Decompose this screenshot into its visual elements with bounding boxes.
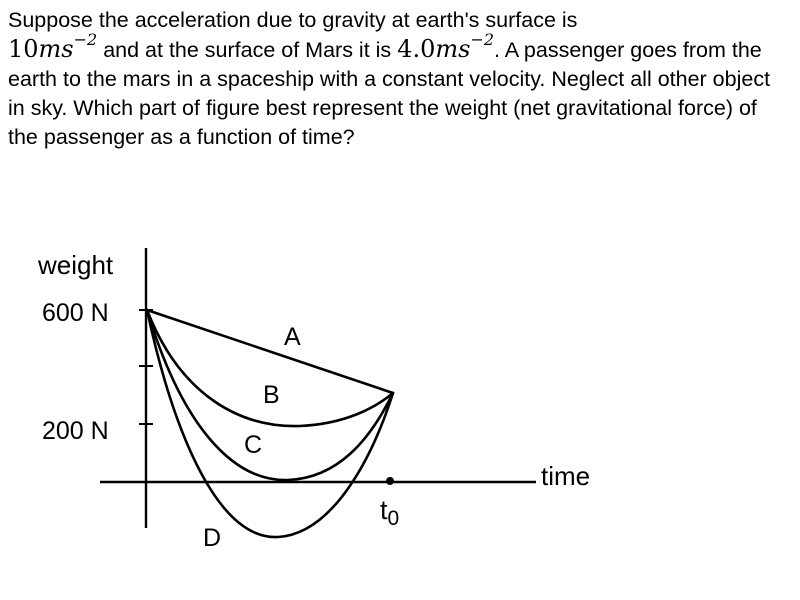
- t0-main: t: [380, 495, 388, 525]
- curve-label-a: A: [284, 323, 301, 351]
- mars-gravity-exponent: −2: [470, 30, 495, 49]
- earth-gravity-exponent: −2: [73, 30, 98, 49]
- question-part-3: . A passenger goes from the earth to the mars in a spaceship with a constant velocity. Neglect all other object in sky. Which part of figure best represent the weight (net gravitational force) of the passenger as a function of time?: [8, 38, 771, 149]
- earth-gravity-value: 10: [8, 35, 39, 63]
- mars-gravity-value: 4.0: [397, 35, 436, 63]
- t0-label: [380, 495, 399, 530]
- y-axis-label: weight: [38, 250, 114, 280]
- t0-subscript: 0: [387, 507, 400, 530]
- curve-label-b: B: [263, 381, 280, 409]
- x-axis-label: time: [541, 461, 591, 491]
- mars-gravity-unit: ms: [435, 35, 471, 63]
- curve-label-c: C: [244, 431, 263, 459]
- tick-label-600: 600 N: [42, 299, 109, 327]
- earth-gravity-unit: ms: [38, 35, 74, 63]
- curve-label-d: D: [203, 524, 222, 552]
- question-part-1: Suppose the acceleration due to gravity at earth's surface is: [8, 8, 578, 32]
- t0-point: [386, 477, 394, 485]
- question-part-2: and at the surface of Mars it is: [97, 38, 398, 62]
- tick-label-200: 200 N: [42, 417, 109, 445]
